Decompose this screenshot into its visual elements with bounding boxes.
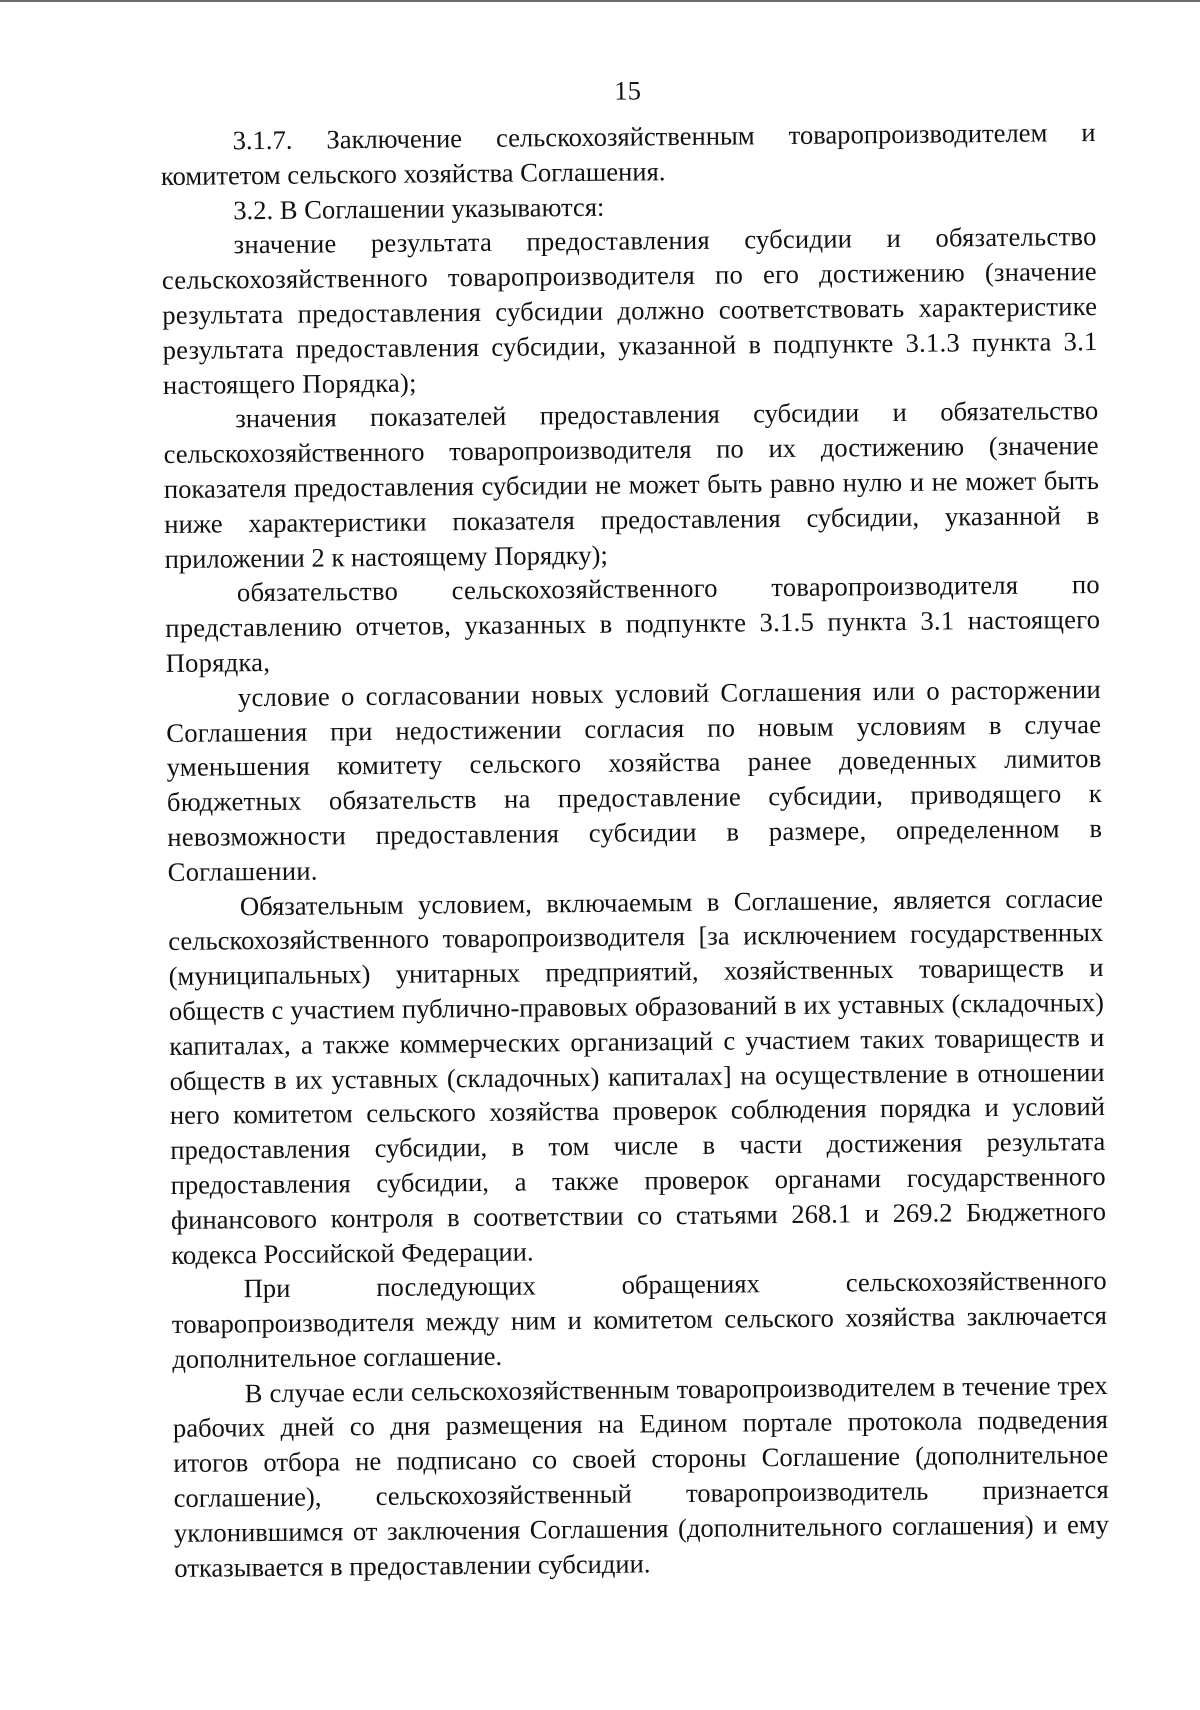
document-page (160, 69, 1109, 1585)
scan-top-edge (0, 0, 1200, 2)
paragraph-mandatory-condition: Обязательным условием, включаемым в Соглашение, является согласие сельскохозяйственного товаропроизводителя [за исключением государственных (муниципальных) унитарных предприятий, хозяйственных товариществ и обществ с участием публично-правовых образований в их уставных (складочных) капиталах, а также коммерческих организаций с участием таких товариществ и обществ в их уставных (складочных) капиталах] на осуществление в отношении него комитетом сельского хозяйства проверок соблюдения порядка и условий предоставления субсидии, в том числе в части достижения результата предоставления субсидии, а также проверок органами государственного финансового контроля в соответствии со статьями 268.1 и 269.2 Бюджетного кодекса Российской Федерации. (168, 882, 1107, 1270)
paragraph-refusal: В случае если сельскохозяйственным товаропроизводителем в течение трех рабочих дней со дня размещения на Едином портале протокола подведения итогов отбора не подписано со своей стороны Соглашение (дополнительное соглашение), сельскохозяйственный товаропроизводитель признается уклонившимся от заключения Соглашения (дополнительного соглашения) и ему отказывается в предоставлении субсидии. (172, 1369, 1110, 1583)
paragraph-new-conditions: условие о согласовании новых условий Соглашения или о расторжении Соглашения при недостижении согласия по новым условиям в случае уменьшения комитету сельского хозяйства ранее доведенных лимитов бюджетных обязательств на предоставление субсидии, приводящего к невозможности предоставления субсидии в размере, определенном в Соглашении. (166, 673, 1103, 887)
paragraph-reporting-obligation: обязательство сельскохозяйственного товаропроизводителя по представлению отчетов, указанных в подпункте 3.1.5 пункта 3.1 настоящего Порядка, (165, 569, 1101, 678)
paragraph-3-2: 3.2. В Соглашении указываются: (233, 191, 605, 225)
paragraph-additional-agreement: При последующих обращениях сельскохозяйственного товаропроизводителя между ним и комитетом сельского хозяйства заключается дополнительное соглашение. (171, 1265, 1108, 1374)
paragraph-result-value: значение результата предоставления субсидии и обязательство сельскохозяйственного товаропроизводителя по его достижению (значение результата предоставления субсидии должно соответствовать характеристике результата предоставления субсидии, указанной в подпункте 3.1.3 пункта 3.1 настоящего Порядка); (161, 221, 1098, 400)
paragraph-indicator-values: значения показателей предоставления субсидии и обязательство сельскохозяйственного товаропроизводителя по их достижению (значение показателя предоставления субсидии не может быть равно нулю и не может быть ниже характеристики показателя предоставления субсидии, указанной в приложении 2 к настоящему Порядку); (163, 395, 1100, 574)
page-number: 15 (614, 75, 642, 106)
paragraph-3-1-7: 3.1.7. Заключение сельскохозяйственным товаропроизводителем и комитетом сельского хозяйства Соглашения. (160, 117, 1096, 191)
